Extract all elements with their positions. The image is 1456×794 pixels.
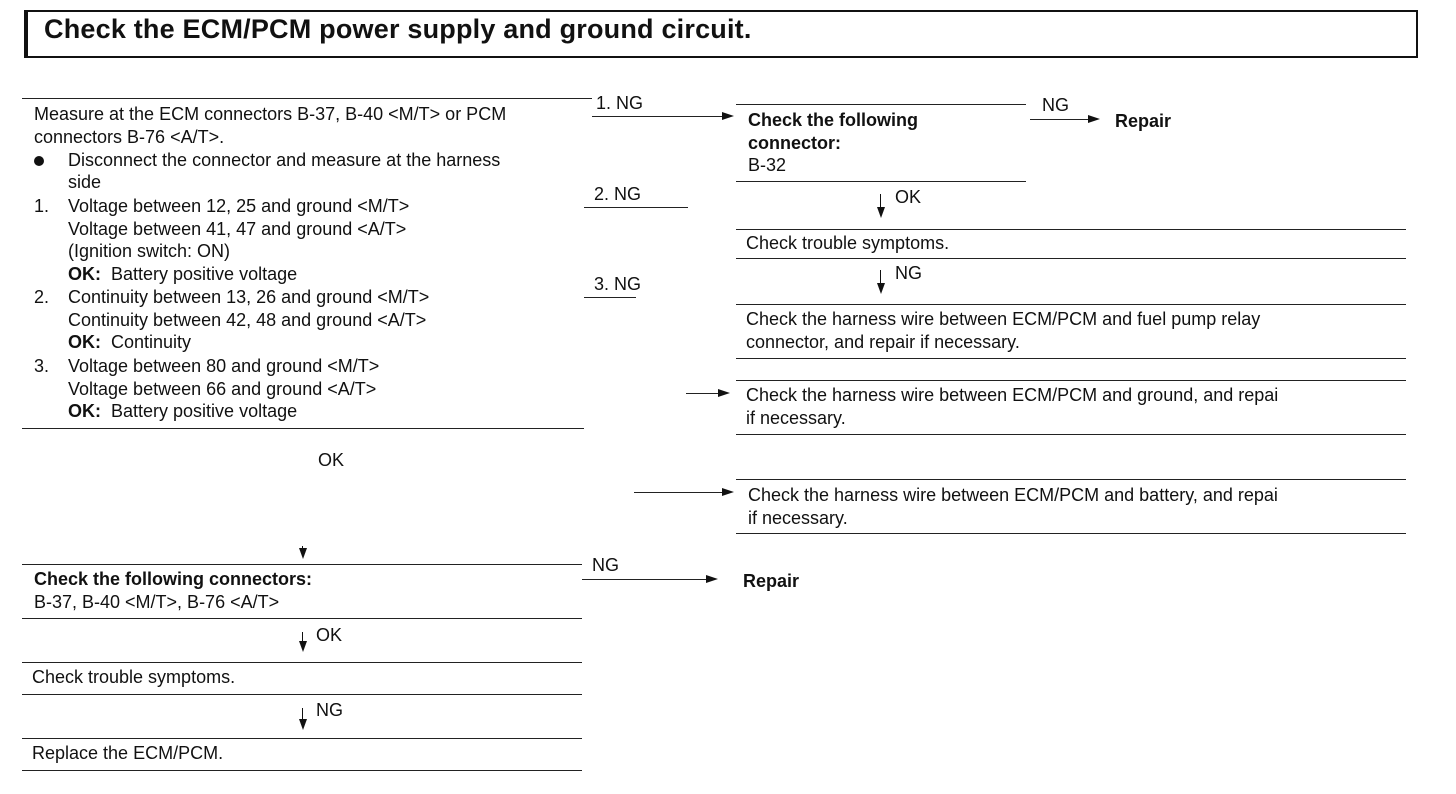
- connectors-title: Check the following connectors:: [34, 569, 313, 589]
- battery-top-rule: [736, 479, 1406, 480]
- battery-arrow-shaft: [634, 492, 722, 493]
- ground-bottom-rule: [736, 434, 1406, 435]
- battery-line-2: if necessary.: [748, 508, 848, 528]
- ng1-arrow-icon: [722, 112, 734, 120]
- ok-main-label: OK: [318, 450, 345, 470]
- fuel-pump-line-2: connector, and repair if necessary.: [746, 332, 1020, 352]
- battery-arrow-icon: [722, 488, 734, 496]
- connectors-box-bottom-rule: [22, 618, 582, 619]
- ng-repair-top-arrow-icon: [1088, 115, 1100, 123]
- ng1-label: 1. NG: [596, 93, 644, 113]
- connector-title-line-1: Check the following: [748, 110, 919, 130]
- trouble-right-bottom-rule: [736, 258, 1406, 259]
- bullet-line-2: side: [68, 172, 102, 192]
- ng2-rule: [584, 207, 688, 208]
- repair-lower: Repair: [743, 571, 800, 591]
- ng-connectors-arrow-icon: [706, 575, 718, 583]
- ng-right-arrow-icon: [877, 283, 885, 294]
- ng-right-arrow-shaft: [880, 270, 881, 283]
- trouble-left-top-rule: [22, 662, 582, 663]
- step2-line-2: Continuity between 42, 48 and ground <A/T>: [68, 310, 427, 330]
- fuel-pump-line-1: Check the harness wire between ECM/PCM and fuel pump relay: [746, 309, 1261, 329]
- step2-item: [34, 286, 429, 309]
- ng2-label: 2. NG: [594, 184, 642, 204]
- ng3-rule: [584, 297, 636, 298]
- page-title: Check the ECM/PCM power supply and ground circuit.: [44, 14, 752, 44]
- ng-left-arrow-icon: [299, 719, 307, 730]
- ng-right-label: NG: [895, 263, 922, 283]
- step1-ok-value: Battery positive voltage: [111, 264, 298, 284]
- ground-line-1: Check the harness wire between ECM/PCM and ground, and repai: [746, 385, 1279, 405]
- connectors-value: B-37, B-40 <M/T>, B-76 <A/T>: [34, 592, 280, 612]
- ng-repair-top-arrow-shaft: [1030, 119, 1088, 120]
- main-box-bottom-rule: [22, 428, 584, 429]
- step1-item: [34, 195, 409, 218]
- step2-ok-label: OK:: [68, 332, 101, 352]
- step1-ok-label: OK:: [68, 264, 101, 284]
- ok-right-arrow-icon: [877, 207, 885, 218]
- ok-right-arrow-shaft: [880, 194, 881, 207]
- main-box-top-rule: [22, 98, 592, 99]
- step1-number: 1.: [34, 196, 50, 216]
- step3-ok-label: OK:: [68, 401, 101, 421]
- ng-repair-top-label: NG: [1042, 95, 1069, 115]
- connectors-box-top-rule: [22, 564, 582, 565]
- bullet-line-1: Disconnect the connector and measure at the harness: [68, 150, 501, 170]
- battery-bottom-rule: [736, 533, 1406, 534]
- main-intro-line-1: Measure at the ECM connectors B-37, B-40 <M/T> or PCM: [34, 104, 507, 124]
- ng3-label: 3. NG: [594, 274, 642, 294]
- fuel-pump-top-rule: [736, 304, 1406, 305]
- step2-line-1: Continuity between 13, 26 and ground <M/T>: [68, 287, 430, 307]
- ng-left-label: NG: [316, 700, 343, 720]
- ng-connectors-arrow-shaft: [582, 579, 706, 580]
- bullet-item: [34, 149, 500, 172]
- step2-number: 2.: [34, 287, 50, 307]
- ground-arrow-shaft: [686, 393, 718, 394]
- connector-title-line-2: connector:: [748, 133, 842, 153]
- step2-ok: [34, 331, 191, 354]
- trouble-left-text: Check trouble symptoms.: [32, 667, 236, 687]
- ok-left-arrow-icon: [299, 641, 307, 652]
- ok-left-label: OK: [316, 625, 343, 645]
- step3-ok-value: Battery positive voltage: [111, 401, 298, 421]
- ground-line-2: if necessary.: [746, 408, 846, 428]
- main-intro-line-2: connectors B-76 <A/T>.: [34, 127, 225, 147]
- step3-number: 3.: [34, 356, 50, 376]
- trouble-right-top-rule: [736, 229, 1406, 230]
- trouble-left-bottom-rule: [22, 694, 582, 695]
- battery-line-1: Check the harness wire between ECM/PCM and battery, and repai: [748, 485, 1278, 505]
- replace-bottom-rule: [22, 770, 582, 771]
- step3-ok: [34, 400, 297, 423]
- replace-top-rule: [22, 738, 582, 739]
- ground-top-rule: [736, 380, 1406, 381]
- fuel-pump-bottom-rule: [736, 358, 1406, 359]
- bullet-icon: [34, 156, 44, 166]
- step1-line-1: Voltage between 12, 25 and ground <M/T>: [68, 196, 410, 216]
- ng-connectors-label: NG: [592, 555, 619, 575]
- ok-right-label: OK: [895, 187, 922, 207]
- step1-line-2: Voltage between 41, 47 and ground <A/T>: [68, 219, 407, 239]
- step2-ok-value: Continuity: [111, 332, 192, 352]
- trouble-right-text: Check trouble symptoms.: [746, 233, 950, 253]
- connector-value: B-32: [748, 155, 787, 175]
- connector-box-top-rule: [736, 104, 1026, 105]
- repair-top: Repair: [1115, 111, 1172, 131]
- step3-item: [34, 355, 379, 378]
- step3-line-1: Voltage between 80 and ground <M/T>: [68, 356, 380, 376]
- replace-text: Replace the ECM/PCM.: [32, 743, 224, 763]
- connector-box-bottom-rule: [736, 181, 1026, 182]
- ok-main-arrow-icon: [299, 548, 307, 559]
- step3-line-2: Voltage between 66 and ground <A/T>: [68, 379, 377, 399]
- step1-line-3: (Ignition switch: ON): [68, 241, 231, 261]
- ground-arrow-icon: [718, 389, 730, 397]
- ng1-arrow-shaft: [592, 116, 722, 117]
- step1-ok: [34, 263, 297, 286]
